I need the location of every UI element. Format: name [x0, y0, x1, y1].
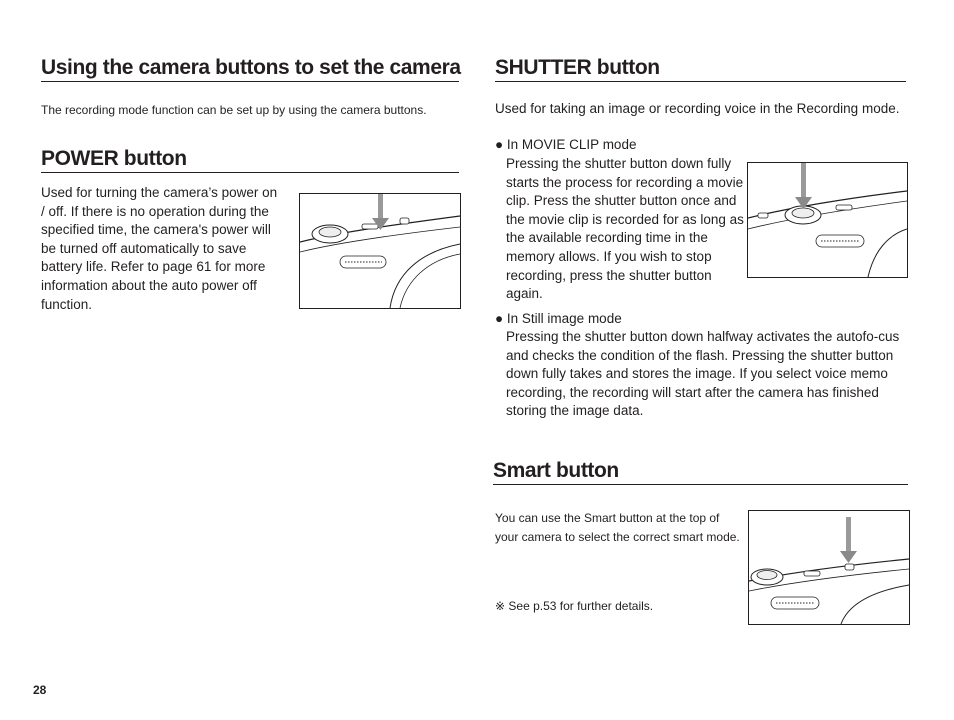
- intro-text: The recording mode function can be set up by using the camera buttons.: [41, 103, 427, 117]
- page-number: 28: [33, 683, 47, 697]
- shutter-intro-text: Used for taking an image or recording voice in the Recording mode.: [495, 101, 900, 116]
- movie-clip-description: Pressing the shutter button down fully starts the process for recording a movie clip. Press the shutter button once and the movie clip is recorded for as long as the available recording time in the memory allows. If you wish to stop recording, press the shutter button again.: [506, 156, 744, 302]
- smart-button-figure: [748, 510, 910, 625]
- smart-button-description: You can use the Smart button at the top of your camera to select the correct smart mode.: [495, 511, 740, 544]
- camera-top-smart-illustration: [749, 511, 909, 624]
- shutter-button-figure: [747, 162, 908, 278]
- page-title: Using the camera buttons to set the camera: [41, 56, 459, 82]
- movie-clip-bullet: ● In MOVIE CLIP mode: [495, 137, 637, 152]
- shutter-button-heading: SHUTTER button: [495, 56, 906, 82]
- camera-top-power-illustration: [300, 194, 460, 308]
- power-button-description: Used for turning the camera’s power on / off. If there is no operation during the specified time, the camera's power will be turned off automatically to save battery life. Refer to page 61 for more information about the auto power off function.: [41, 185, 278, 312]
- power-button-heading: POWER button: [41, 147, 459, 173]
- power-button-figure: [299, 193, 461, 309]
- camera-top-shutter-illustration: [748, 163, 907, 277]
- still-image-description: Pressing the shutter button down halfway activates the autofo-cus and checks the condition of the flash. Pressing the shutter button down fully takes and stores the image. If you select voice memo recording, the recording will start after the camera has finished storing the image data.: [506, 329, 900, 419]
- still-image-bullet: ● In Still image mode: [495, 311, 622, 326]
- smart-button-note: ※ See p.53 for further details.: [495, 599, 654, 613]
- smart-button-heading: Smart button: [493, 459, 908, 485]
